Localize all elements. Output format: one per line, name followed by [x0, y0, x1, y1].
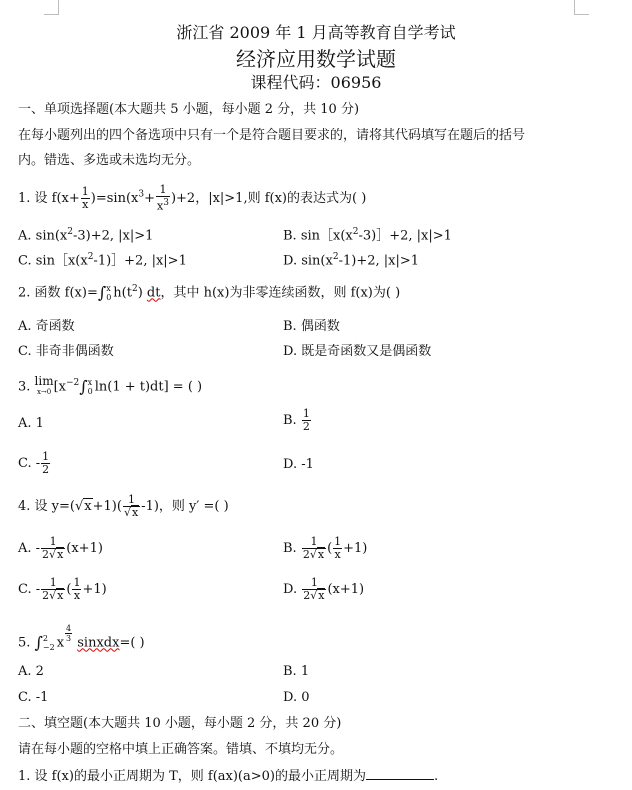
q4-frac-c-inner: $\frac{1}{x}$	[73, 576, 81, 602]
q3-option-c: C. - $\frac{1}{2}$	[18, 450, 50, 476]
q5-option-d: D. 0	[283, 690, 310, 705]
answer-blank[interactable]	[366, 767, 434, 780]
q1-frac2: $\frac{1}{x^3}$	[157, 183, 169, 213]
exam-title: 浙江省 2009 年 1 月高等教育自学考试	[176, 23, 456, 42]
q4-frac-b-inner: $\frac{1}{x}$	[334, 535, 342, 561]
q3-option-d: D. -1	[283, 457, 314, 472]
subject-title: 经济应用数学试题	[236, 47, 396, 71]
q2-stem: 2. 函数 f(x)=∫ x 0 $h(t^2)$ dt，其中 h(x)为非零连续函数，则 f(x)为( )	[18, 282, 401, 302]
q2-option-c: C. 非奇非偶函数	[18, 344, 114, 359]
integral-sign-q5: ∫	[34, 632, 43, 652]
q5-stem: 5. ∫ 2 −2 x $\frac{4}{3}$ sinxdx=( )	[18, 624, 145, 652]
q1-option-d: D. $\sin(x^2-1)+2$, |x|>1	[283, 252, 419, 269]
q5-exponent: $\frac{4}{3}$	[66, 624, 72, 643]
fill-q1: 1. 设 f(x)的最小正周期为 T，则 f(ax)(a>0)的最小正周期为 .	[18, 769, 439, 784]
section1-instruction-1: 在每小题列出的四个备选项中只有一个是符合题目要求的，请将其代码填写在题后的括号	[18, 128, 526, 143]
crop-mark-top-right-h	[574, 14, 589, 15]
q4-frac: $\frac{1}{√x}$	[123, 493, 139, 519]
q5-option-a: A. 2	[18, 664, 44, 679]
crop-mark-top-right	[574, 0, 575, 14]
q4-option-a: A. - $\frac{1}{2√x}$ (x+1)	[18, 535, 103, 561]
q3-limits: x 0	[87, 377, 93, 396]
q3-frac-c: $\frac{1}{2}$	[42, 450, 50, 476]
q5-option-c: C. -1	[18, 690, 49, 705]
section1-title: 一、单项选择题(本大题共 5 小题，每小题 2 分，共 10 分)	[18, 102, 360, 117]
crop-mark-top-left	[58, 0, 59, 14]
q2-option-b: B. 偶函数	[283, 319, 340, 334]
q4-option-b: B. $\frac{1}{2√x}$ ( $\frac{1}{x}$ +1)	[283, 535, 368, 561]
q5-option-b: B. 1	[283, 664, 310, 679]
q1-option-c: C. $\sin[x(x^2-1)]+2$, |x|>1	[18, 252, 187, 269]
crop-mark-top-left-h	[44, 14, 59, 15]
q3-limit: lim x→0	[34, 373, 54, 396]
integral-sign: ∫	[97, 282, 107, 302]
q3-option-a: A. 1	[18, 416, 44, 431]
q4-frac-c: $\frac{1}{2√x}$	[42, 576, 64, 602]
q1-option-a: A. $\sin(x^2-3)+2$, |x|>1	[18, 227, 154, 244]
q2-limits: x 0	[106, 283, 112, 302]
q1-frac: $\frac{1}{x}$	[81, 184, 89, 211]
section2-title: 二、填空题(本大题共 10 小题，每小题 2 分，共 20 分)	[18, 716, 342, 731]
q4-frac-b: $\frac{1}{2√x}$	[302, 535, 325, 561]
q5-limits: 2 −2	[42, 633, 55, 652]
q1-option-b: B. $\sin[x(x^2-3)]+2$, |x|>1	[283, 227, 452, 244]
q2-option-d: D. 既是奇函数又是偶函数	[283, 344, 432, 359]
q2-option-a: A. 奇函数	[18, 319, 75, 334]
q4-option-d: D. $\frac{1}{2√x}$ (x+1)	[283, 576, 365, 602]
q4-option-c: C. - $\frac{1}{2√x}$ ( $\frac{1}{x}$ +1)	[18, 576, 107, 602]
q3-frac-b: $\frac{1}{2}$	[302, 407, 310, 433]
q1-stem: 1. 设 f(x+ $\frac{1}{x}$ )$=\sin(x^3+$ $\frac{1}{x^3}$ )+2，|x|>1,则 f(x)的表达式为( )	[18, 183, 367, 213]
section2-instruction: 请在每小题的空格中填上正确答案。错填、不填均无分。	[18, 742, 344, 757]
q3-option-b: B. $\frac{1}{2}$	[283, 407, 310, 433]
section1-instruction-2: 内。错选、多选或未选均无分。	[18, 153, 201, 168]
integral-sign-q3: ∫	[79, 376, 88, 396]
q4-frac-d: $\frac{1}{2√x}$	[303, 576, 325, 602]
course-code: 课程代码：06956	[250, 73, 382, 92]
q4-stem: 4. 设 y=(√x+1)( $\frac{1}{√x}$ -1)，则 y′ =( )	[18, 493, 229, 519]
q4-frac-a: $\frac{1}{2√x}$	[42, 535, 64, 561]
q3-stem: 3. lim x→0 [$x^{-2}\int$ x 0 ln(1 + t)dt] = ( )	[18, 373, 203, 396]
